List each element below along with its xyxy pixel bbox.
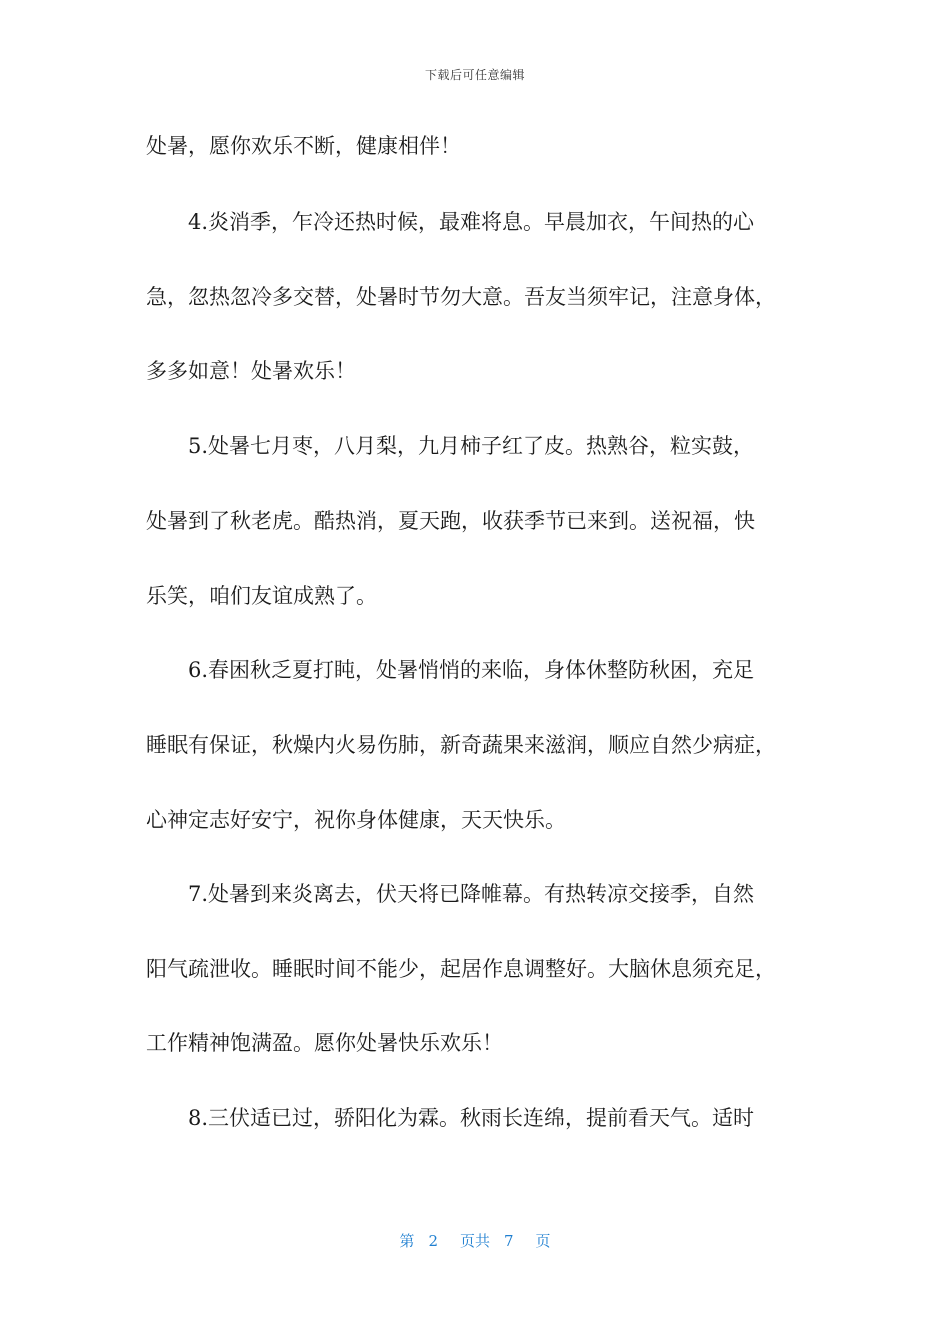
paragraph-line: 5.处暑七月枣，八月梨，九月柿子红了皮。热熟谷，粒实鼓， — [188, 434, 755, 458]
paragraph-line: 阳气疏泄收。睡眠时间不能少，起居作息调整好。大脑休息须充足， — [146, 957, 776, 981]
paragraph-line: 急，忽热忽冷多交替，处暑时节勿大意。吾友当须牢记，注意身体， — [146, 285, 776, 309]
total-page-number: 7 — [504, 1232, 514, 1250]
paragraph-line: 多多如意！处暑欢乐！ — [146, 359, 356, 383]
page-number-footer — [0, 1230, 950, 1251]
footer-middle: 页共 — [459, 1232, 490, 1250]
paragraph-line: 4.炎消季，乍冷还热时候，最难将息。早晨加衣，午间热的心 — [188, 210, 755, 234]
paragraph-line: 8.三伏适已过，骄阳化为霖。秋雨长连绵，提前看天气。适时 — [188, 1106, 755, 1130]
page-header: 下载后可任意编辑 — [424, 68, 525, 82]
current-page-number: 2 — [428, 1232, 438, 1250]
paragraph-line: 睡眠有保证，秋燥内火易伤肺，新奇蔬果来滋润，顺应自然少病症， — [146, 733, 776, 757]
paragraph-line: 处暑，愿你欢乐不断，健康相伴！ — [146, 134, 461, 158]
footer-prefix: 第 — [399, 1232, 415, 1250]
paragraph-line: 7.处暑到来炎离去，伏天将已降帷幕。有热转凉交接季，自然 — [188, 882, 755, 906]
footer-suffix: 页 — [535, 1232, 551, 1250]
paragraph-line: 心神定志好安宁，祝你身体健康，天天快乐。 — [146, 808, 566, 832]
paragraph-line: 6.春困秋乏夏打盹，处暑悄悄的来临，身体休整防秋困，充足 — [188, 658, 755, 682]
paragraph-line: 处暑到了秋老虎。酷热消，夏天跑，收获季节已来到。送祝福，快 — [146, 509, 755, 533]
paragraph-line: 工作精神饱满盈。愿你处暑快乐欢乐！ — [146, 1031, 503, 1055]
paragraph-line: 乐笑，咱们友谊成熟了。 — [146, 584, 377, 608]
